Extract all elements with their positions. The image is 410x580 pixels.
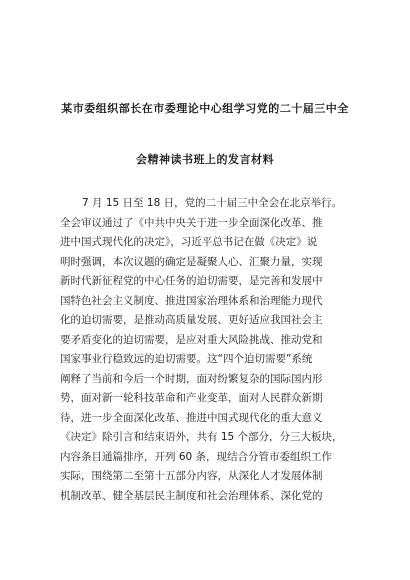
body-line: 7 月 15 日至 18 日，党的二十届三中全会在北京举行。 (82, 197, 343, 209)
body-line: 势，面对新一轮科技革命和产业变革，面对人民群众新期 (60, 392, 323, 404)
body-line: 要矛盾变化的迫切需要，是应对重大风险挑战、推动党和 (60, 333, 323, 346)
body-line: 新时代新征程党的中心任务的迫切需要，是完善和发展中 (60, 275, 323, 287)
body-line: 机制改革、健全基层民主制度和社会治理体系、深化党的 (60, 489, 323, 502)
body-line: 进中国式现代化的决定》，习近平总书记在做《决定》说 (60, 236, 318, 248)
body-line: 国特色社会主义制度、推进国家治理体系和治理能力现代 (60, 294, 323, 307)
body-line: 《决定》除引言和结束语外，共有 15 个部分，分三大板块， (60, 431, 343, 443)
body-line: 化的迫切需要，是推动高质量发展、更好适应我国社会主 (60, 314, 323, 326)
document-title-line-2: 会精神读书班上的发言材料 (136, 153, 274, 166)
document-body (60, 194, 360, 506)
body-line: 国家事业行稳致远的迫切需要。这“四个迫切需要”系统 (60, 353, 313, 365)
body-line: 实际，围绕第二至第十五部分内容，从深化人才发展体制 (60, 470, 323, 482)
body-line: 内容条目通篇排序，开列 60 条，现结合分管市委组织工作 (60, 450, 333, 463)
body-line: 待，进一步全面深化改革、推进中国式现代化的重大意义 (60, 411, 323, 424)
body-line: 明时强调，本次议题的确定是凝聚人心、汇聚力量，实现 (60, 255, 323, 268)
body-line: 阐释了当前和今后一个时期，面对纷繁复杂的国际国内形 (60, 372, 323, 385)
body-line: 全会审议通过了《中共中央关于进一步全面深化改革、推 (60, 216, 323, 229)
document-title-line-1: 某市委组织部长在市委理论中心组学习党的二十届三中全 (61, 102, 349, 115)
